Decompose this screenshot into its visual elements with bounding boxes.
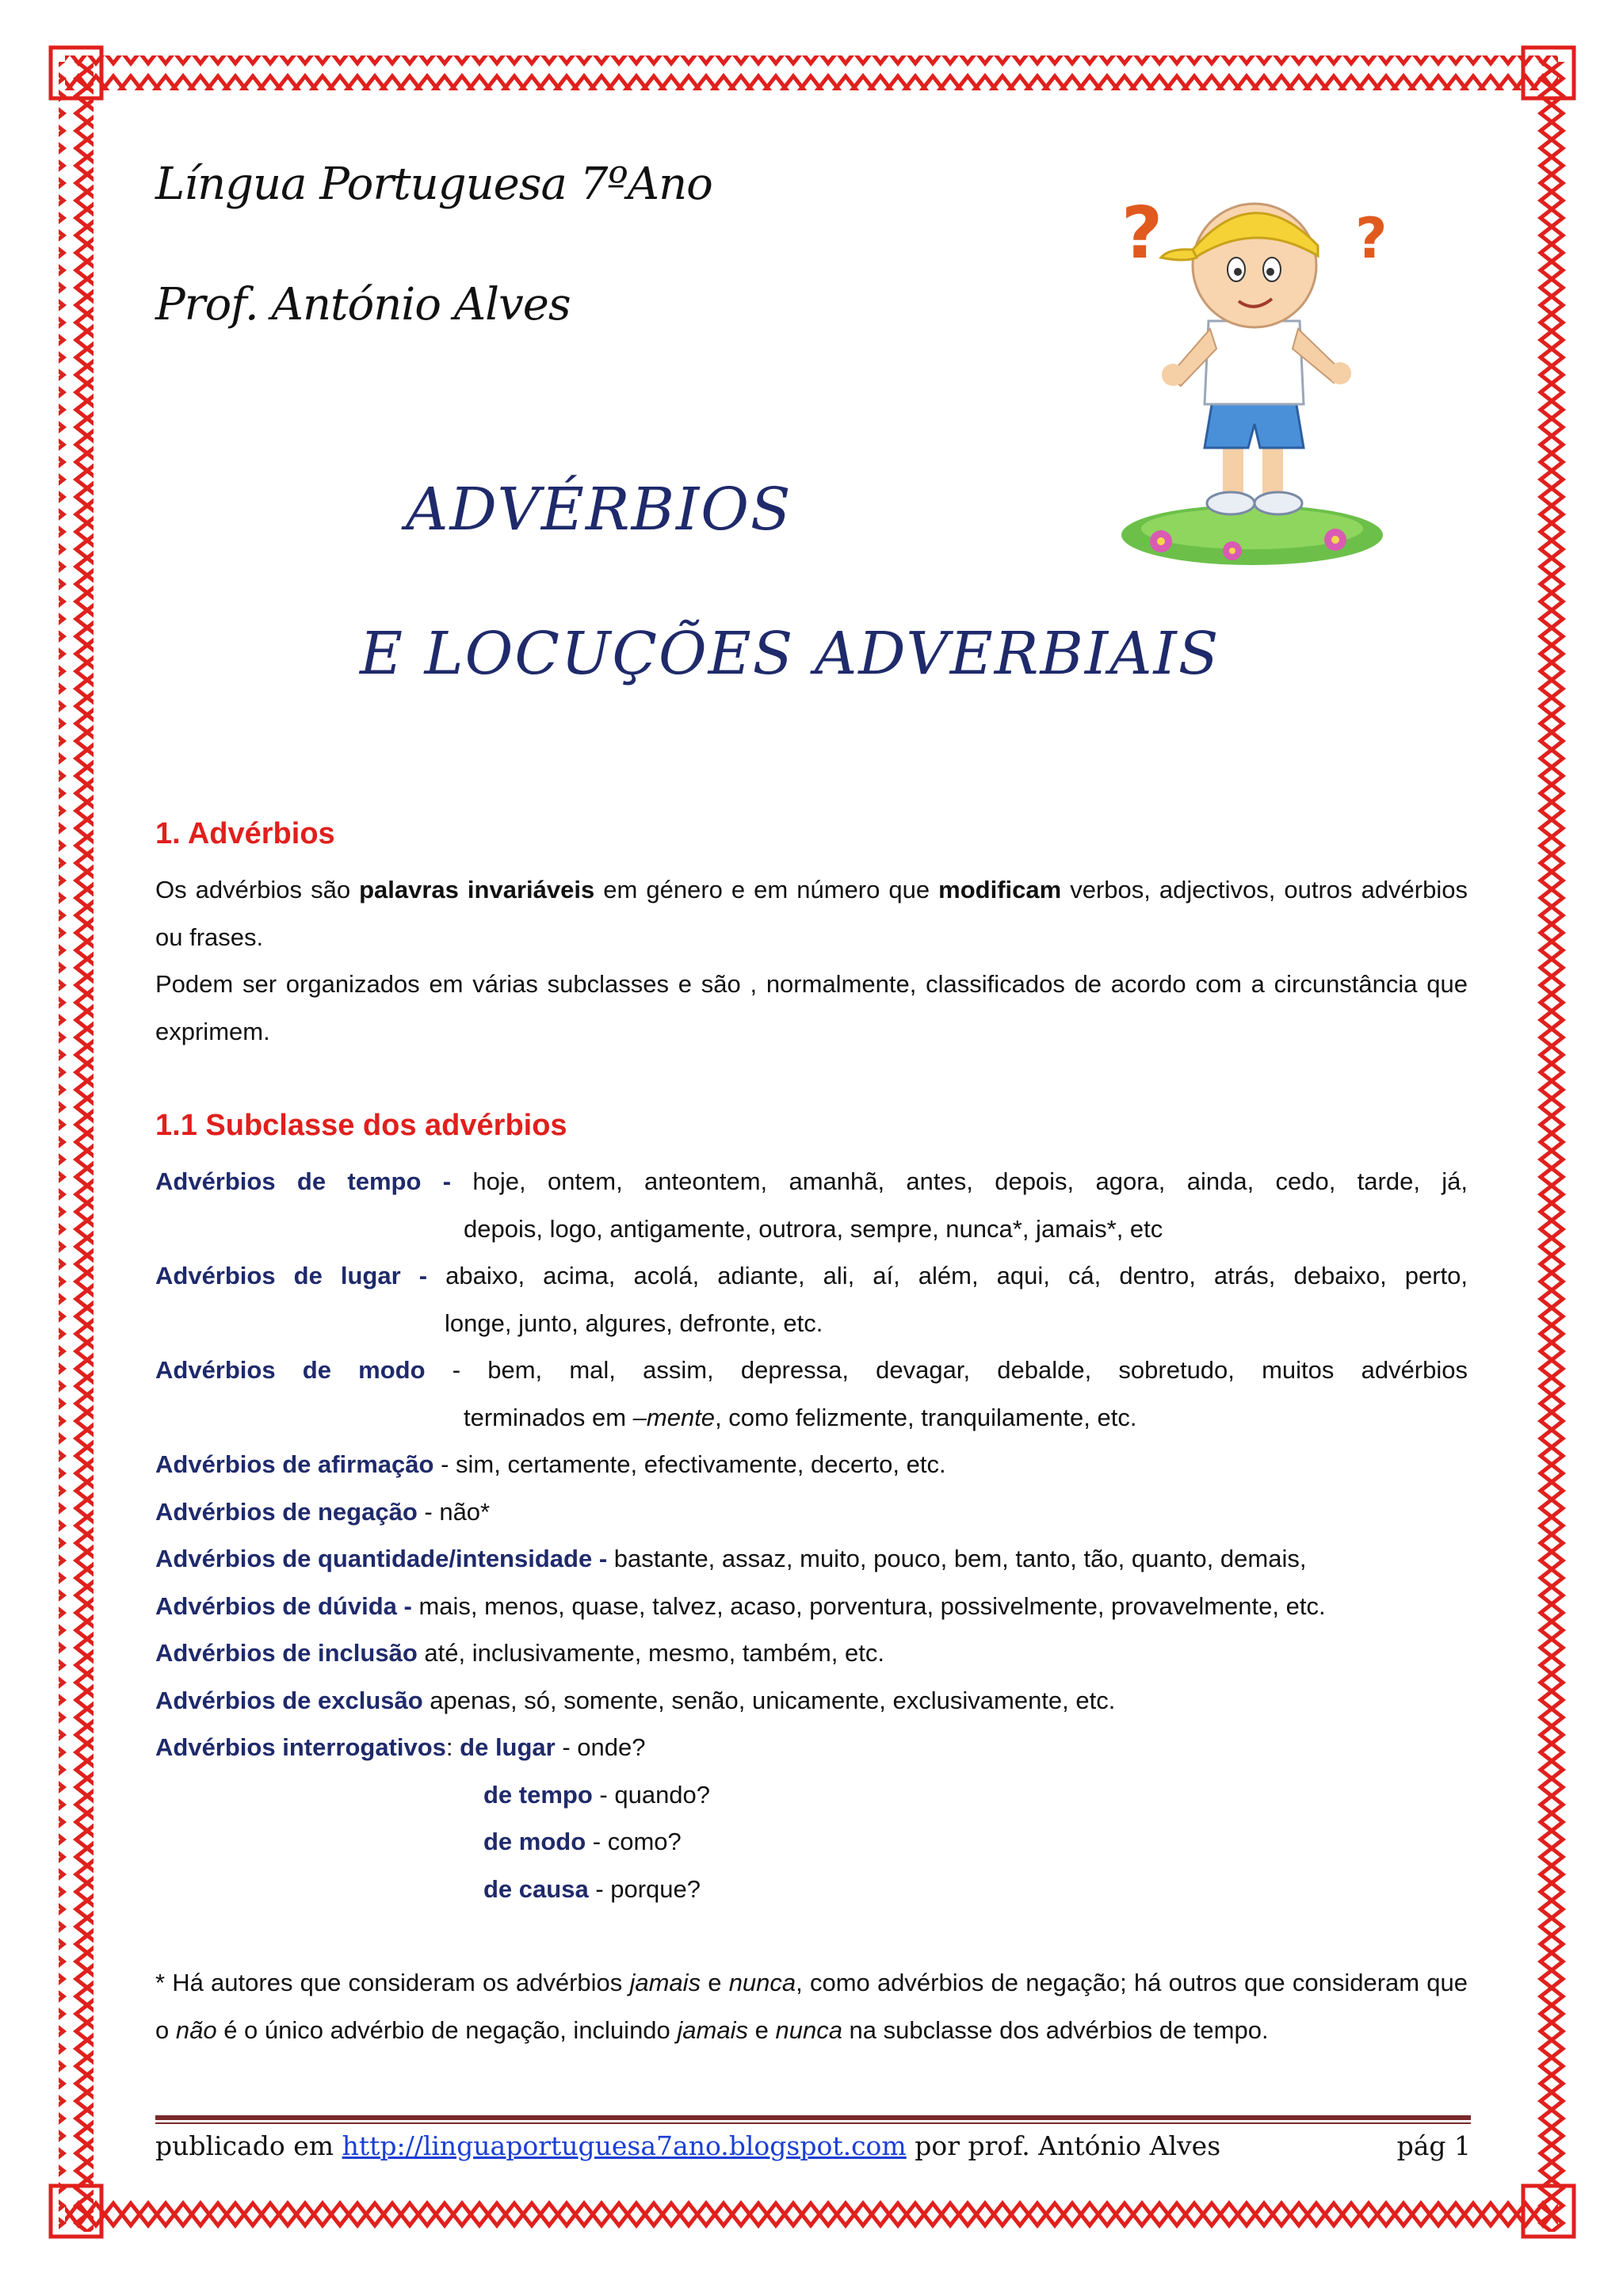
footer-rule <box>155 2115 1471 2120</box>
adverb-label: Advérbios de afirmação <box>155 1450 434 1478</box>
adverb-label: Advérbios de inclusão <box>155 1639 418 1667</box>
paragraph-subclasses: Podem ser organizados em várias subclasses e são , normalmente, classificados de acordo com a circunstância que exprimem. <box>155 970 1468 1045</box>
text-span: e <box>748 2015 776 2044</box>
adverb-row-quantidade <box>155 1535 1468 1583</box>
course-title: Língua Portuguesa 7ºAno <box>155 159 712 210</box>
adverb-list: - quando? <box>592 1781 711 1809</box>
adverb-interrogativo-tempo <box>483 1771 710 1819</box>
italic-term: jamais <box>629 1969 701 1996</box>
adverb-row-inclusao <box>155 1629 1468 1677</box>
footer-rule-thin <box>155 2122 1471 2124</box>
svg-text:?: ? <box>1121 192 1163 275</box>
footer-prefix: publicado em <box>155 2130 342 2161</box>
footer <box>155 2130 1471 2161</box>
section-heading-subclasse: 1.1 Subclasse dos advérbios <box>155 1109 567 1142</box>
text-span: verbos, adjectivos, outros advérbios ou frases. <box>155 876 1468 951</box>
text-span: terminados em – <box>464 1404 647 1431</box>
teacher-name: Prof. António Alves <box>155 279 571 330</box>
page-number: pág 1 <box>1396 2130 1471 2161</box>
adverb-list: - sim, certamente, efectivamente, decerto, etc. <box>433 1450 946 1478</box>
adverb-sublabel: de modo <box>483 1828 586 1855</box>
adverb-row-lugar-cont: longe, junto, algures, defronte, etc. <box>445 1309 823 1337</box>
page-title-line2: E LOCUÇÕES ADVERBIAIS <box>360 620 1220 688</box>
adverb-sublabel: de tempo <box>483 1781 593 1809</box>
page-title-line1: ADVÉRBIOS <box>406 476 792 544</box>
italic-term: mente <box>646 1404 716 1431</box>
adverb-label: Advérbios de dúvida - <box>155 1592 412 1620</box>
adverb-list: - bem, mal, assim, depressa, devagar, debalde, sobretudo, muitos advérbios <box>425 1356 1468 1384</box>
adverb-list: mais, menos, quase, talvez, acaso, porventura, possivelmente, provavelmente, etc. <box>411 1592 1326 1620</box>
adverb-list: até, inclusivamente, mesmo, também, etc. <box>417 1639 884 1667</box>
adverb-interrogativo-modo <box>483 1818 682 1866</box>
adverb-label: Advérbios de lugar - <box>155 1262 428 1289</box>
bold-term: palavras invariáveis <box>359 876 595 904</box>
adverb-list: apenas, só, somente, senão, unicamente, exclusivamente, etc. <box>422 1687 1116 1714</box>
adverb-row-duvida <box>155 1583 1468 1630</box>
adverb-label: Advérbios de quantidade/intensidade - <box>155 1545 608 1572</box>
confused-boy-illustration <box>1106 162 1399 575</box>
bold-term: modificam <box>938 876 1062 904</box>
adverb-row-negacao <box>155 1488 1468 1536</box>
adverb-sublabel: de causa <box>483 1875 589 1903</box>
adverb-list: - não* <box>417 1498 491 1526</box>
adverb-list: - como? <box>586 1828 682 1855</box>
adverb-interrogativo-causa <box>483 1866 701 1913</box>
adverb-list: - porque? <box>588 1875 701 1903</box>
svg-text:?: ? <box>1355 206 1388 271</box>
footer-author: por prof. António Alves <box>906 2130 1221 2161</box>
adverb-row-lugar <box>155 1252 1468 1300</box>
adverb-row-modo-cont <box>464 1394 1136 1442</box>
text-span: , como felizmente, tranquilamente, etc. <box>715 1404 1137 1431</box>
text-span: na subclasse dos advérbios de tempo. <box>842 2015 1269 2044</box>
adverb-list: hoje, ontem, anteontem, amanhã, antes, depois, agora, ainda, cedo, tarde, já, <box>451 1167 1468 1195</box>
text-span: é o único advérbio de negação, incluindo <box>216 2015 678 2044</box>
adverb-label: Advérbios de exclusão <box>155 1687 423 1714</box>
adverb-row-modo <box>155 1347 1468 1394</box>
paragraph-definition <box>155 866 1468 961</box>
adverb-row-tempo <box>155 1158 1468 1205</box>
adverb-label: Advérbios de negação <box>155 1498 418 1526</box>
adverb-label: Advérbios de tempo - <box>155 1167 452 1195</box>
text-span: Os advérbios são <box>155 876 360 904</box>
text-span: e <box>701 1969 729 1996</box>
adverb-label: Advérbios de modo <box>155 1356 426 1384</box>
adverb-row-tempo-cont: depois, logo, antigamente, outrora, sempre, nunca*, jamais*, etc <box>464 1215 1163 1243</box>
adverb-list: abaixo, acima, acolá, adiante, ali, aí, além, aqui, cá, dentro, atrás, debaixo, perto, <box>427 1262 1468 1289</box>
adverb-row-afirmacao <box>155 1441 1468 1488</box>
footnote <box>155 1959 1468 2053</box>
text-span: : <box>445 1733 460 1761</box>
adverb-label: Advérbios interrogativos <box>155 1733 446 1761</box>
section-heading-adverbios: 1. Advérbios <box>155 817 335 850</box>
blog-link[interactable]: http://linguaportuguesa7ano.blogspot.com <box>342 2130 907 2161</box>
text-span: * Há autores que consideram os advérbios <box>155 1969 630 1996</box>
adverb-list: bastante, assaz, muito, pouco, bem, tanto, tão, quanto, demais, <box>607 1545 1307 1572</box>
text-span: , como advérbios de negação; há outros que consideram que o <box>155 1969 1468 2044</box>
italic-term: nunca <box>775 2015 842 2044</box>
italic-term: não <box>175 2015 217 2044</box>
text-span: em género e em número que <box>594 876 939 904</box>
adverb-row-interrogativos <box>155 1724 1468 1771</box>
italic-term: jamais <box>677 2015 748 2044</box>
adverb-sublabel: de lugar <box>460 1733 556 1761</box>
adverb-row-exclusao <box>155 1677 1468 1725</box>
italic-term: nunca <box>728 1969 796 1996</box>
adverb-list: - onde? <box>555 1733 646 1761</box>
